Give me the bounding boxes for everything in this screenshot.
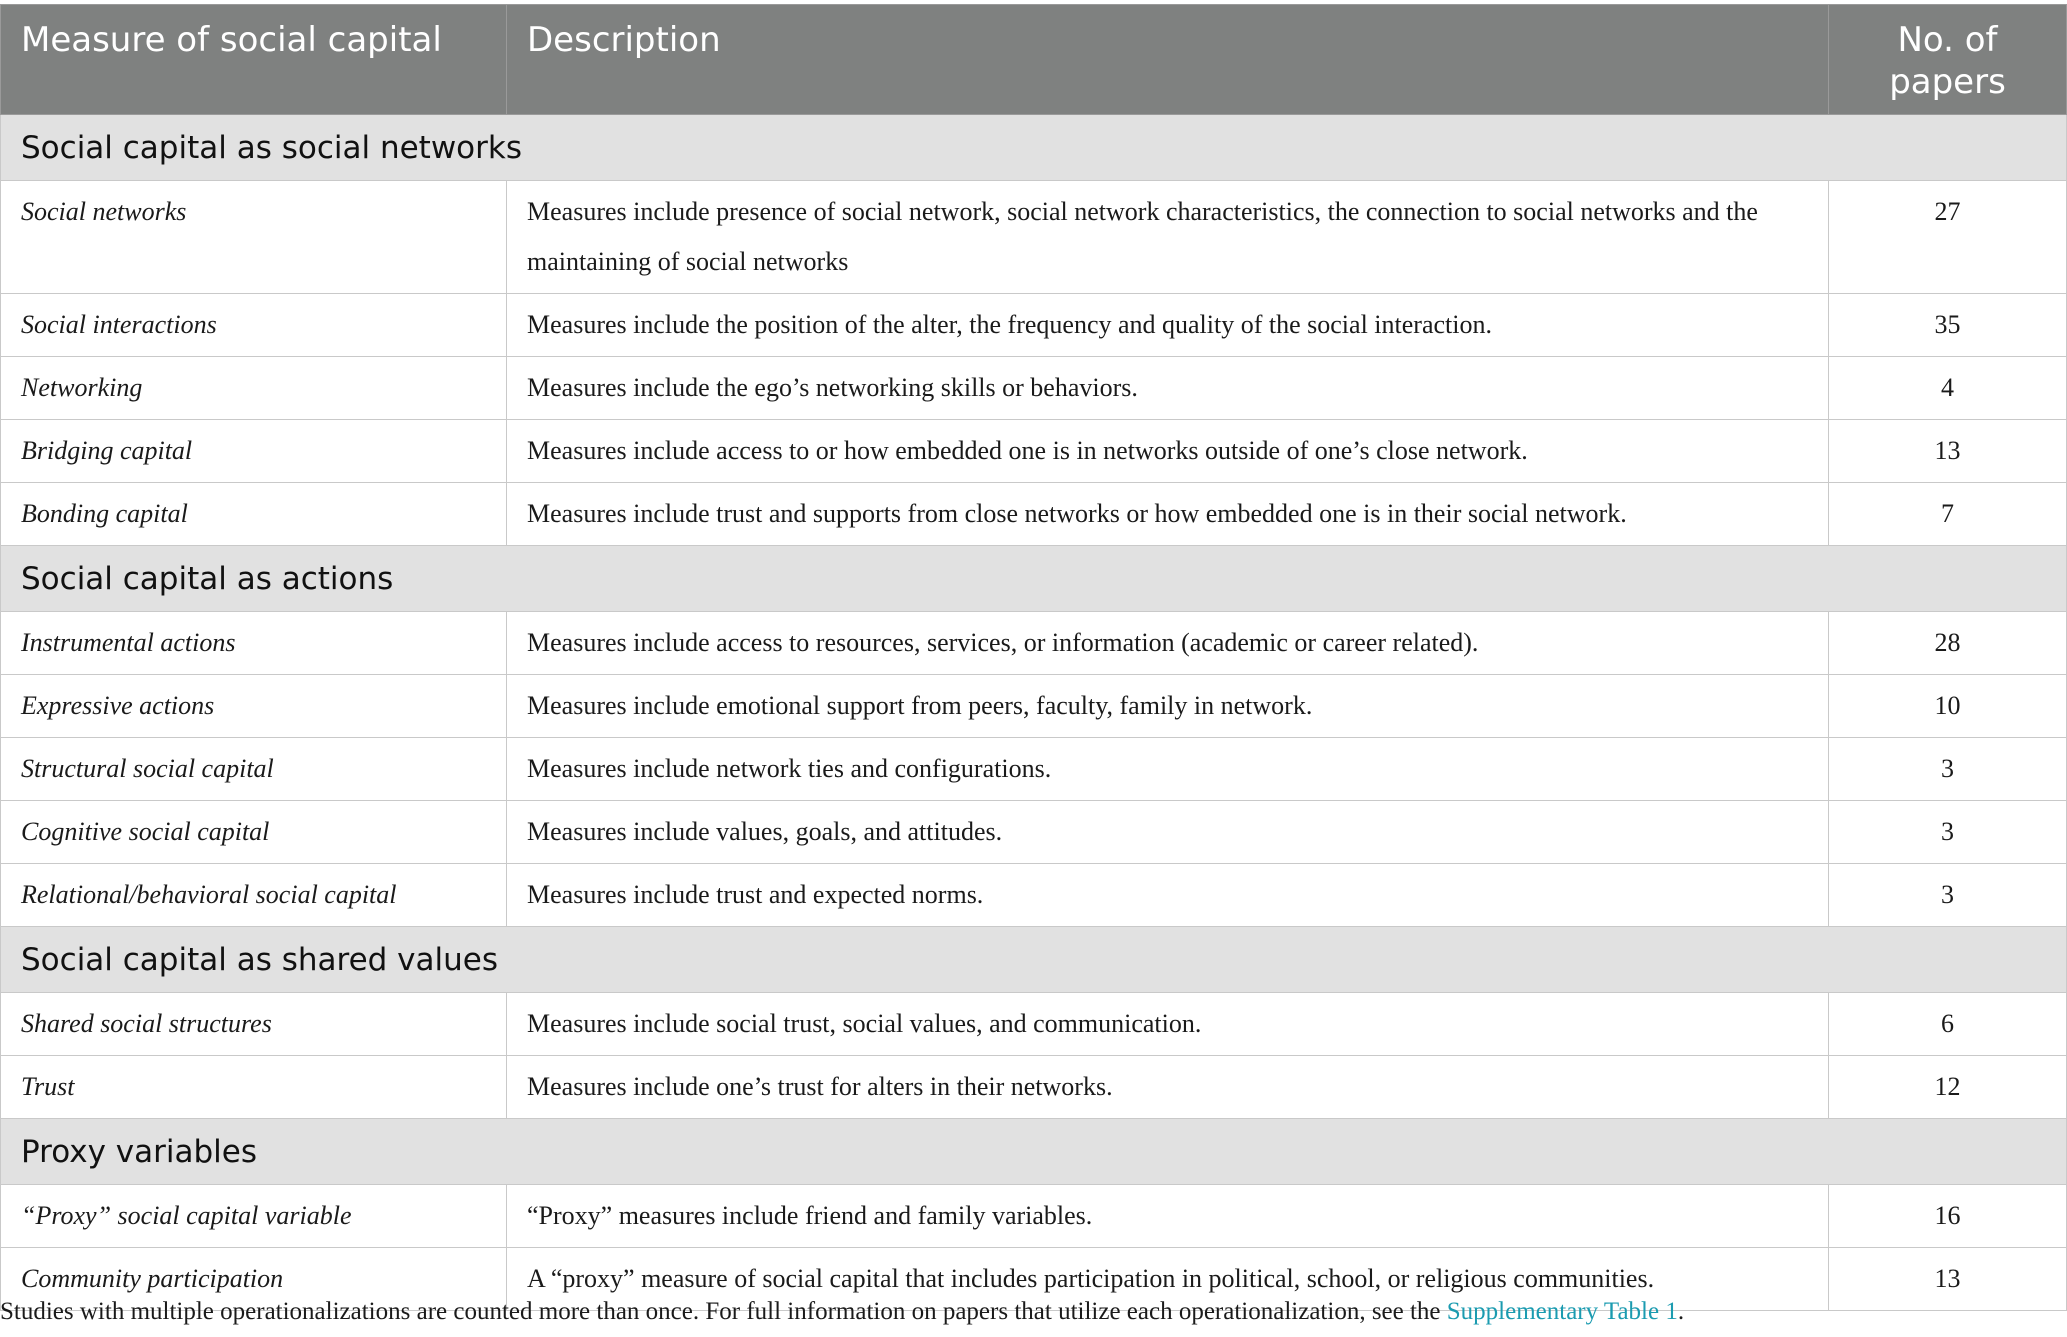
description-cell: Measures include network ties and configurations. xyxy=(507,738,1829,801)
papers-count-cell: 28 xyxy=(1829,612,2067,675)
measure-cell: Relational/behavioral social capital xyxy=(1,864,507,927)
papers-count-cell: 35 xyxy=(1829,294,2067,357)
description-cell: Measures include trust and supports from close networks or how embedded one is in their social network. xyxy=(507,483,1829,546)
measure-cell: Community participation xyxy=(1,1248,507,1311)
table-row xyxy=(1,294,2067,357)
table-row xyxy=(1,420,2067,483)
group-title: Social capital as social networks xyxy=(1,115,2067,181)
group-title: Social capital as shared values xyxy=(1,927,2067,993)
measure-cell: Social interactions xyxy=(1,294,507,357)
table-header-row xyxy=(1,5,2067,115)
header-description: Description xyxy=(507,5,1829,115)
social-capital-table xyxy=(0,4,2067,1311)
measure-cell: “Proxy” social capital variable xyxy=(1,1185,507,1248)
table-row xyxy=(1,864,2067,927)
measure-cell: Instrumental actions xyxy=(1,612,507,675)
footnote-text: Studies with multiple operationalizations are counted more than once. For full information on papers that utilize each operationalization, see the xyxy=(0,1298,1447,1325)
papers-count-cell: 4 xyxy=(1829,357,2067,420)
group-row xyxy=(1,546,2067,612)
papers-count-cell: 13 xyxy=(1829,420,2067,483)
measure-cell: Trust xyxy=(1,1056,507,1119)
table-row xyxy=(1,738,2067,801)
table-row xyxy=(1,801,2067,864)
table-row xyxy=(1,483,2067,546)
papers-count-cell: 10 xyxy=(1829,675,2067,738)
header-papers: No. of papers xyxy=(1829,5,2067,115)
papers-count-cell: 7 xyxy=(1829,483,2067,546)
papers-count-cell: 12 xyxy=(1829,1056,2067,1119)
table-row xyxy=(1,1056,2067,1119)
table-row xyxy=(1,357,2067,420)
description-cell: Measures include access to resources, services, or information (academic or career related). xyxy=(507,612,1829,675)
group-row xyxy=(1,927,2067,993)
table-row xyxy=(1,1185,2067,1248)
measure-cell: Cognitive social capital xyxy=(1,801,507,864)
description-cell: Measures include values, goals, and attitudes. xyxy=(507,801,1829,864)
description-cell: Measures include social trust, social values, and communication. xyxy=(507,993,1829,1056)
measure-cell: Social networks xyxy=(1,181,507,294)
footnote-end: . xyxy=(1677,1298,1685,1325)
table-row xyxy=(1,612,2067,675)
description-cell: Measures include trust and expected norms. xyxy=(507,864,1829,927)
group-row xyxy=(1,115,2067,181)
description-cell: Measures include one’s trust for alters in their networks. xyxy=(507,1056,1829,1119)
table-row xyxy=(1,675,2067,738)
supplementary-table-link[interactable]: Supplementary Table 1 xyxy=(1446,1298,1678,1325)
papers-count-cell: 3 xyxy=(1829,801,2067,864)
description-cell: Measures include the ego’s networking skills or behaviors. xyxy=(507,357,1829,420)
description-cell: Measures include access to or how embedded one is in networks outside of one’s close network. xyxy=(507,420,1829,483)
measure-cell: Structural social capital xyxy=(1,738,507,801)
table-row xyxy=(1,993,2067,1056)
description-cell: Measures include presence of social network, social network characteristics, the connection to social networks and the maintaining of social networks xyxy=(507,181,1829,294)
papers-count-cell: 6 xyxy=(1829,993,2067,1056)
group-title: Social capital as actions xyxy=(1,546,2067,612)
description-cell: Measures include the position of the alter, the frequency and quality of the social interaction. xyxy=(507,294,1829,357)
papers-count-cell: 13 xyxy=(1829,1248,2067,1311)
papers-count-cell: 3 xyxy=(1829,864,2067,927)
description-cell: “Proxy” measures include friend and family variables. xyxy=(507,1185,1829,1248)
description-cell: Measures include emotional support from peers, faculty, family in network. xyxy=(507,675,1829,738)
papers-count-cell: 16 xyxy=(1829,1185,2067,1248)
measure-cell: Networking xyxy=(1,357,507,420)
measure-cell: Bonding capital xyxy=(1,483,507,546)
measure-cell: Bridging capital xyxy=(1,420,507,483)
table-footnote xyxy=(0,1296,2067,1328)
table-row xyxy=(1,181,2067,294)
description-cell: A “proxy” measure of social capital that includes participation in political, school, or religious communities. xyxy=(507,1248,1829,1311)
group-title: Proxy variables xyxy=(1,1119,2067,1185)
header-measure: Measure of social capital xyxy=(1,5,507,115)
group-row xyxy=(1,1119,2067,1185)
measure-cell: Shared social structures xyxy=(1,993,507,1056)
measure-cell: Expressive actions xyxy=(1,675,507,738)
papers-count-cell: 27 xyxy=(1829,181,2067,294)
papers-count-cell: 3 xyxy=(1829,738,2067,801)
table-body xyxy=(1,115,2067,1311)
